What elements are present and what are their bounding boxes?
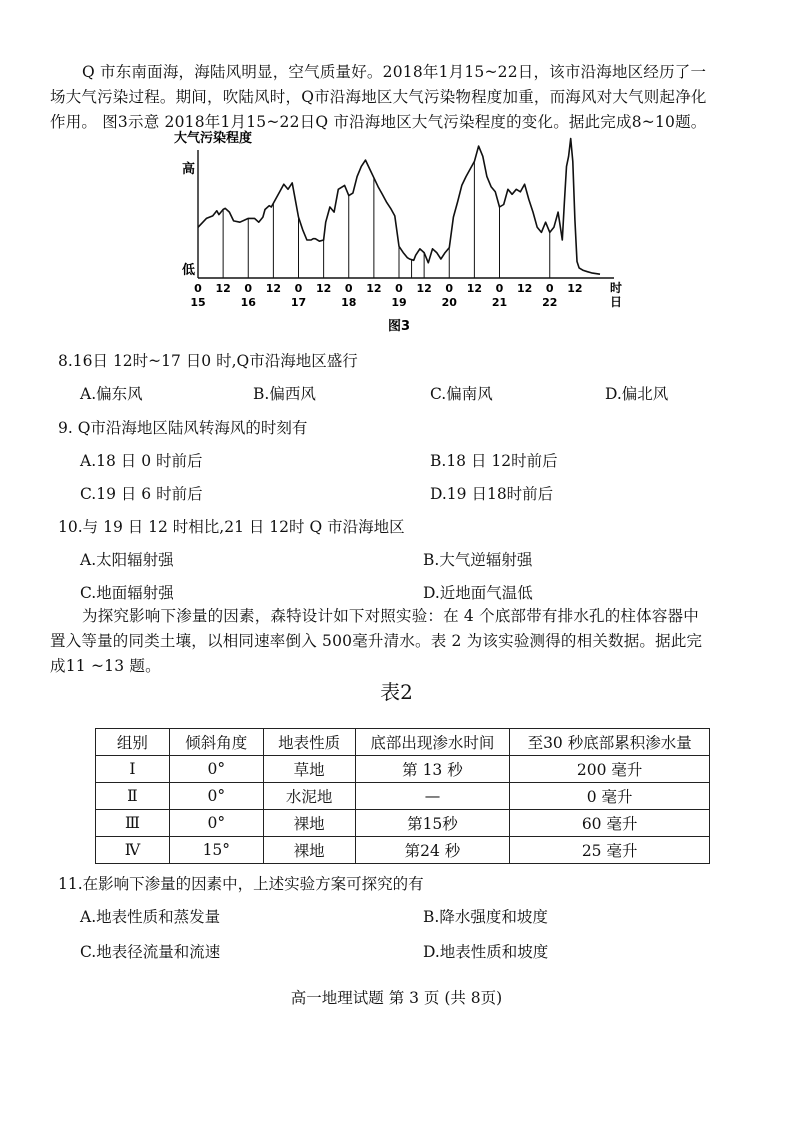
q10-option-c: C.地面辐射强 [80, 584, 174, 602]
x-tick-hour-label: 12 [567, 282, 583, 295]
x-tick-hour-label: 12 [366, 282, 382, 295]
q8-option-b: B.偏西风 [253, 385, 316, 403]
cell-surface: 裸地 [263, 810, 355, 837]
table-row [96, 783, 710, 810]
cell-group: Ⅳ [96, 837, 170, 864]
x-tick-hour-label: 0 [194, 282, 202, 295]
x-tick-hour-label: 0 [294, 282, 303, 295]
q10-option-d: D.近地面气温低 [423, 584, 533, 602]
q10-option-b: B.大气逆辐射强 [423, 551, 533, 569]
x-tick-hour-label: 12 [466, 282, 483, 295]
cell-seep-volume: 60 毫升 [510, 810, 710, 837]
cell-seep-time: — [355, 783, 510, 810]
intro-line-2: 场大气污染过程。期间，吹陆风时，Q市沿海地区大气污染物程度加重，而海风对大气则起净化 [50, 88, 707, 106]
x-tick-day-label: 21 [491, 296, 508, 309]
pollution-chart [170, 128, 630, 338]
table-header-row [96, 729, 710, 756]
q9-option-a: A.18 日 0 时前后 [80, 452, 203, 470]
x-tick-hour-label: 0 [244, 282, 253, 295]
y-high-label: 高 [182, 162, 196, 177]
x-tick-hour-label: 12 [315, 282, 332, 295]
y-axis-title: 大气污染程度 [174, 131, 253, 146]
header-surface: 地表性质 [263, 729, 355, 756]
x-tick-hour-label: 12 [215, 282, 231, 295]
x-tick-day-label: 22 [542, 296, 558, 309]
header-seep-volume: 至30 秒底部累积渗水量 [510, 729, 710, 756]
cell-surface: 水泥地 [263, 783, 355, 810]
q9-option-d: D.19 日18时前后 [430, 485, 554, 503]
x-tick-hour-label: 12 [265, 282, 282, 295]
q11-option-c: C.地表径流量和流速 [80, 943, 221, 961]
intro2-line-3: 成11 ~13 题。 [50, 657, 161, 675]
x-tick-day-label: 18 [341, 296, 357, 309]
q8-option-d: D.偏北风 [605, 385, 669, 403]
cell-angle: 0° [169, 783, 263, 810]
intro-line-1: Q 市东南面海，海陆风明显，空气质量好。2018年1月15~22日，该市沿海地区经历了一 [82, 63, 707, 81]
x-tick-hour-label: 0 [395, 282, 403, 295]
q11-option-d: D.地表性质和坡度 [423, 943, 549, 961]
page-footer: 高一地理试题 第 3 页 (共 8页) [290, 989, 503, 1007]
intro2-line-2: 置入等量的同类土壤，以相同速率倒入 500毫升清水。表 2 为该实验测得的相关数据。据此完 [50, 632, 703, 650]
cell-seep-time: 第 13 秒 [355, 756, 510, 783]
cell-angle: 0° [169, 756, 263, 783]
x-unit-hour: 时 [610, 281, 623, 295]
cell-surface: 草地 [263, 756, 355, 783]
cell-angle: 0° [169, 810, 263, 837]
x-tick-hour-label: 0 [445, 282, 454, 295]
cell-group: Ⅲ [96, 810, 170, 837]
x-tick-day-label: 17 [290, 296, 307, 309]
x-tick-hour-label: 0 [545, 282, 554, 295]
cell-group: Ⅱ [96, 783, 170, 810]
question-9-stem: 9. Q市沿海地区陆风转海风的时刻有 [58, 419, 308, 437]
infiltration-table [95, 728, 710, 864]
x-tick-hour-label: 12 [416, 282, 432, 295]
cell-seep-volume: 200 毫升 [510, 756, 710, 783]
table-row [96, 837, 710, 864]
chart-svg [170, 128, 630, 338]
x-tick-day-label: 19 [391, 296, 407, 309]
cell-group: Ⅰ [96, 756, 170, 783]
x-tick-hour-label: 12 [516, 282, 533, 295]
header-angle: 倾斜角度 [169, 729, 263, 756]
cell-seep-volume: 0 毫升 [510, 783, 710, 810]
header-group: 组别 [96, 729, 170, 756]
x-tick-day-label: 15 [190, 296, 206, 309]
y-low-label: 低 [182, 263, 196, 278]
chart-caption: 图3 [388, 319, 411, 334]
q8-option-c: C.偏南风 [430, 385, 493, 403]
q11-option-a: A.地表性质和蒸发量 [80, 908, 221, 926]
cell-seep-time: 第15秒 [355, 810, 510, 837]
q9-option-c: C.19 日 6 时前后 [80, 485, 203, 503]
header-seep-time: 底部出现渗水时间 [355, 729, 510, 756]
x-tick-hour-label: 0 [344, 282, 353, 295]
x-tick-hour-label: 0 [495, 282, 504, 295]
question-11-stem: 11.在影响下渗量的因素中，上述实验方案可探究的有 [58, 875, 424, 893]
question-10-stem: 10.与 19 日 12 时相比,21 日 12时 Q 市沿海地区 [58, 518, 405, 536]
q10-option-a: A.太阳辐射强 [80, 551, 174, 569]
x-tick-day-label: 20 [441, 296, 457, 309]
q11-option-b: B.降水强度和坡度 [423, 908, 548, 926]
intro2-line-1: 为探究影响下渗量的因素，森特设计如下对照实验：在 4 个底部带有排水孔的柱体容器中 [82, 607, 699, 625]
q8-option-a: A.偏东风 [80, 385, 143, 403]
table-row [96, 756, 710, 783]
cell-seep-volume: 25 毫升 [510, 837, 710, 864]
cell-angle: 15° [169, 837, 263, 864]
x-tick-day-label: 16 [240, 296, 256, 309]
x-unit-day: 日 [610, 295, 623, 309]
table-title: 表2 [380, 680, 413, 704]
intro-line-3: 作用。 图3示意 2018年1月15~22日Q 市沿海地区大气污染程度的变化。据此完成8~10题。 [50, 113, 707, 131]
cell-surface: 裸地 [263, 837, 355, 864]
question-8-stem: 8.16日 12时~17 日0 时,Q市沿海地区盛行 [58, 352, 358, 370]
q9-option-b: B.18 日 12时前后 [430, 452, 558, 470]
cell-seep-time: 第24 秒 [355, 837, 510, 864]
table-row [96, 810, 710, 837]
